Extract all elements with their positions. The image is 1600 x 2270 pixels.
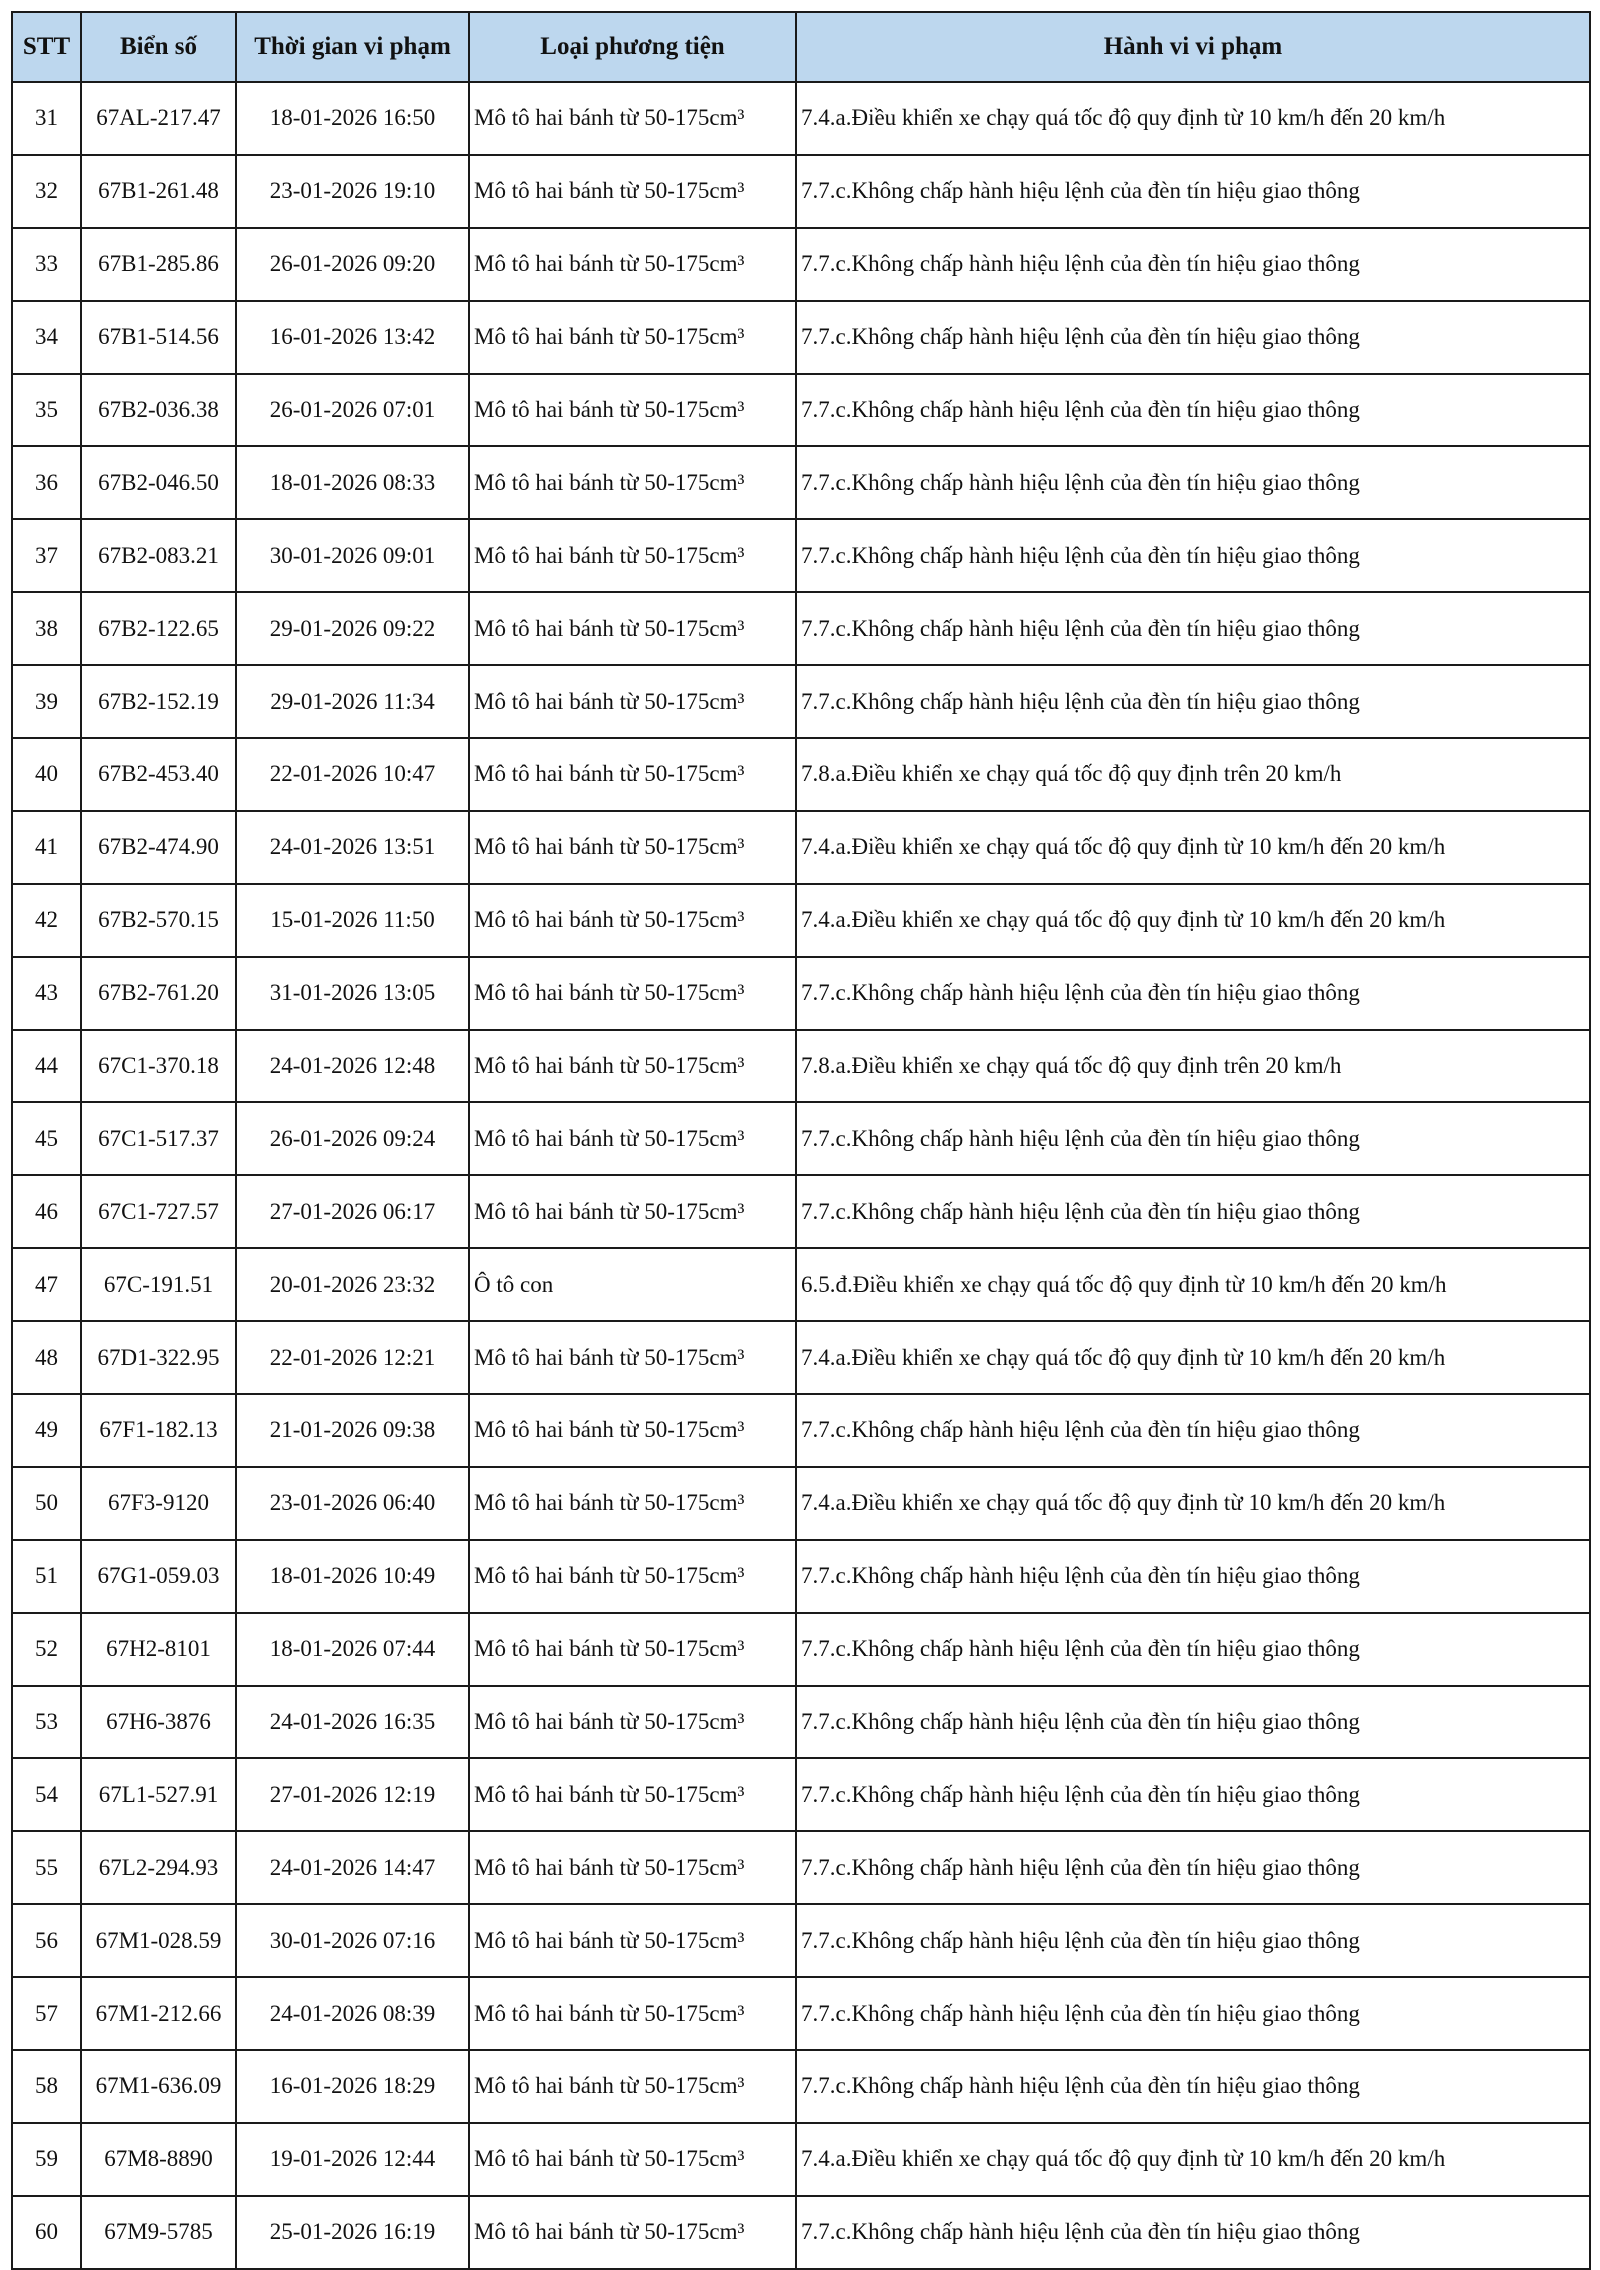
cell-stt: 38	[12, 592, 81, 665]
table-row	[12, 2123, 1590, 2196]
cell-time: 20-01-2026 23:32	[236, 1248, 469, 1321]
cell-stt: 52	[12, 1613, 81, 1686]
cell-violation: 7.7.c.Không chấp hành hiệu lệnh của đèn tín hiệu giao thông	[796, 1102, 1590, 1175]
cell-vehicle-type: Mô tô hai bánh từ 50-175cm³	[469, 665, 796, 738]
cell-vehicle-type: Mô tô hai bánh từ 50-175cm³	[469, 228, 796, 301]
cell-violation: 7.4.a.Điều khiển xe chạy quá tốc độ quy định từ 10 km/h đến 20 km/h	[796, 884, 1590, 957]
cell-time: 29-01-2026 09:22	[236, 592, 469, 665]
cell-vehicle-type: Mô tô hai bánh từ 50-175cm³	[469, 374, 796, 447]
cell-stt: 36	[12, 446, 81, 519]
table-row	[12, 2050, 1590, 2123]
header-time: Thời gian vi phạm	[236, 12, 469, 82]
cell-stt: 60	[12, 2196, 81, 2269]
cell-vehicle-type: Mô tô hai bánh từ 50-175cm³	[469, 1831, 796, 1904]
cell-vehicle-type: Mô tô hai bánh từ 50-175cm³	[469, 2123, 796, 2196]
cell-stt: 55	[12, 1831, 81, 1904]
table-row	[12, 1758, 1590, 1831]
header-stt: STT	[12, 12, 81, 82]
cell-vehicle-type: Mô tô hai bánh từ 50-175cm³	[469, 1540, 796, 1613]
cell-stt: 58	[12, 2050, 81, 2123]
cell-violation: 7.7.c.Không chấp hành hiệu lệnh của đèn tín hiệu giao thông	[796, 228, 1590, 301]
cell-vehicle-type: Mô tô hai bánh từ 50-175cm³	[469, 1394, 796, 1467]
cell-stt: 50	[12, 1467, 81, 1540]
cell-violation: 7.7.c.Không chấp hành hiệu lệnh của đèn tín hiệu giao thông	[796, 1540, 1590, 1613]
cell-time: 24-01-2026 16:35	[236, 1686, 469, 1759]
cell-time: 16-01-2026 13:42	[236, 301, 469, 374]
table-header-row	[12, 12, 1590, 82]
table-row	[12, 155, 1590, 228]
cell-time: 16-01-2026 18:29	[236, 2050, 469, 2123]
table-row	[12, 1248, 1590, 1321]
cell-time: 27-01-2026 06:17	[236, 1175, 469, 1248]
violations-table	[11, 11, 1591, 2270]
cell-time: 30-01-2026 07:16	[236, 1904, 469, 1977]
cell-stt: 37	[12, 519, 81, 592]
cell-plate: 67B2-570.15	[81, 884, 236, 957]
cell-vehicle-type: Mô tô hai bánh từ 50-175cm³	[469, 1030, 796, 1103]
cell-vehicle-type: Mô tô hai bánh từ 50-175cm³	[469, 1686, 796, 1759]
cell-time: 19-01-2026 12:44	[236, 2123, 469, 2196]
cell-vehicle-type: Mô tô hai bánh từ 50-175cm³	[469, 592, 796, 665]
cell-vehicle-type: Mô tô hai bánh từ 50-175cm³	[469, 1321, 796, 1394]
cell-vehicle-type: Mô tô hai bánh từ 50-175cm³	[469, 811, 796, 884]
cell-violation: 6.5.đ.Điều khiển xe chạy quá tốc độ quy định từ 10 km/h đến 20 km/h	[796, 1248, 1590, 1321]
table-row	[12, 1540, 1590, 1613]
header-violation: Hành vi vi phạm	[796, 12, 1590, 82]
cell-vehicle-type: Mô tô hai bánh từ 50-175cm³	[469, 738, 796, 811]
cell-vehicle-type: Mô tô hai bánh từ 50-175cm³	[469, 1613, 796, 1686]
cell-stt: 42	[12, 884, 81, 957]
cell-time: 15-01-2026 11:50	[236, 884, 469, 957]
cell-time: 22-01-2026 12:21	[236, 1321, 469, 1394]
cell-time: 24-01-2026 08:39	[236, 1977, 469, 2050]
cell-stt: 47	[12, 1248, 81, 1321]
cell-plate: 67C-191.51	[81, 1248, 236, 1321]
cell-violation: 7.7.c.Không chấp hành hiệu lệnh của đèn tín hiệu giao thông	[796, 2050, 1590, 2123]
cell-plate: 67B2-036.38	[81, 374, 236, 447]
table-row	[12, 1030, 1590, 1103]
violations-sheet	[11, 11, 1589, 2270]
cell-violation: 7.7.c.Không chấp hành hiệu lệnh của đèn tín hiệu giao thông	[796, 957, 1590, 1030]
cell-violation: 7.4.a.Điều khiển xe chạy quá tốc độ quy định từ 10 km/h đến 20 km/h	[796, 811, 1590, 884]
cell-time: 29-01-2026 11:34	[236, 665, 469, 738]
cell-time: 18-01-2026 16:50	[236, 82, 469, 155]
cell-vehicle-type: Mô tô hai bánh từ 50-175cm³	[469, 1467, 796, 1540]
cell-violation: 7.7.c.Không chấp hành hiệu lệnh của đèn tín hiệu giao thông	[796, 592, 1590, 665]
cell-vehicle-type: Mô tô hai bánh từ 50-175cm³	[469, 1102, 796, 1175]
cell-time: 21-01-2026 09:38	[236, 1394, 469, 1467]
table-row	[12, 1831, 1590, 1904]
cell-plate: 67B2-474.90	[81, 811, 236, 884]
cell-time: 18-01-2026 10:49	[236, 1540, 469, 1613]
cell-plate: 67B2-083.21	[81, 519, 236, 592]
cell-violation: 7.7.c.Không chấp hành hiệu lệnh của đèn tín hiệu giao thông	[796, 1758, 1590, 1831]
cell-time: 30-01-2026 09:01	[236, 519, 469, 592]
cell-vehicle-type: Mô tô hai bánh từ 50-175cm³	[469, 1904, 796, 1977]
cell-plate: 67M1-212.66	[81, 1977, 236, 2050]
cell-violation: 7.7.c.Không chấp hành hiệu lệnh của đèn tín hiệu giao thông	[796, 1977, 1590, 2050]
cell-time: 26-01-2026 07:01	[236, 374, 469, 447]
cell-time: 24-01-2026 12:48	[236, 1030, 469, 1103]
cell-stt: 54	[12, 1758, 81, 1831]
cell-plate: 67B1-261.48	[81, 155, 236, 228]
cell-time: 24-01-2026 13:51	[236, 811, 469, 884]
cell-time: 18-01-2026 07:44	[236, 1613, 469, 1686]
cell-violation: 7.8.a.Điều khiển xe chạy quá tốc độ quy định trên 20 km/h	[796, 738, 1590, 811]
cell-violation: 7.7.c.Không chấp hành hiệu lệnh của đèn tín hiệu giao thông	[796, 519, 1590, 592]
header-vehicle-type: Loại phương tiện	[469, 12, 796, 82]
cell-violation: 7.7.c.Không chấp hành hiệu lệnh của đèn tín hiệu giao thông	[796, 1613, 1590, 1686]
table-row	[12, 1613, 1590, 1686]
cell-plate: 67B2-122.65	[81, 592, 236, 665]
cell-vehicle-type: Mô tô hai bánh từ 50-175cm³	[469, 301, 796, 374]
cell-stt: 57	[12, 1977, 81, 2050]
cell-plate: 67C1-370.18	[81, 1030, 236, 1103]
cell-plate: 67F3-9120	[81, 1467, 236, 1540]
table-row	[12, 592, 1590, 665]
cell-vehicle-type: Mô tô hai bánh từ 50-175cm³	[469, 1758, 796, 1831]
cell-vehicle-type: Ô tô con	[469, 1248, 796, 1321]
cell-plate: 67D1-322.95	[81, 1321, 236, 1394]
cell-vehicle-type: Mô tô hai bánh từ 50-175cm³	[469, 82, 796, 155]
cell-violation: 7.7.c.Không chấp hành hiệu lệnh của đèn tín hiệu giao thông	[796, 1394, 1590, 1467]
cell-plate: 67M9-5785	[81, 2196, 236, 2269]
cell-violation: 7.4.a.Điều khiển xe chạy quá tốc độ quy định từ 10 km/h đến 20 km/h	[796, 1467, 1590, 1540]
cell-stt: 51	[12, 1540, 81, 1613]
cell-time: 18-01-2026 08:33	[236, 446, 469, 519]
cell-violation: 7.4.a.Điều khiển xe chạy quá tốc độ quy định từ 10 km/h đến 20 km/h	[796, 82, 1590, 155]
cell-violation: 7.7.c.Không chấp hành hiệu lệnh của đèn tín hiệu giao thông	[796, 2196, 1590, 2269]
cell-stt: 41	[12, 811, 81, 884]
table-row	[12, 1175, 1590, 1248]
cell-plate: 67L2-294.93	[81, 1831, 236, 1904]
cell-plate: 67G1-059.03	[81, 1540, 236, 1613]
cell-time: 27-01-2026 12:19	[236, 1758, 469, 1831]
table-row	[12, 519, 1590, 592]
cell-plate: 67M1-028.59	[81, 1904, 236, 1977]
cell-time: 24-01-2026 14:47	[236, 1831, 469, 1904]
cell-stt: 48	[12, 1321, 81, 1394]
cell-vehicle-type: Mô tô hai bánh từ 50-175cm³	[469, 446, 796, 519]
cell-stt: 34	[12, 301, 81, 374]
cell-stt: 40	[12, 738, 81, 811]
cell-vehicle-type: Mô tô hai bánh từ 50-175cm³	[469, 1175, 796, 1248]
cell-stt: 39	[12, 665, 81, 738]
cell-plate: 67B1-285.86	[81, 228, 236, 301]
cell-vehicle-type: Mô tô hai bánh từ 50-175cm³	[469, 1977, 796, 2050]
cell-plate: 67C1-517.37	[81, 1102, 236, 1175]
table-row	[12, 1321, 1590, 1394]
table-row	[12, 1977, 1590, 2050]
table-row	[12, 82, 1590, 155]
table-row	[12, 957, 1590, 1030]
cell-violation: 7.7.c.Không chấp hành hiệu lệnh của đèn tín hiệu giao thông	[796, 1175, 1590, 1248]
cell-plate: 67B2-046.50	[81, 446, 236, 519]
cell-vehicle-type: Mô tô hai bánh từ 50-175cm³	[469, 957, 796, 1030]
cell-violation: 7.4.a.Điều khiển xe chạy quá tốc độ quy định từ 10 km/h đến 20 km/h	[796, 2123, 1590, 2196]
table-row	[12, 228, 1590, 301]
cell-stt: 44	[12, 1030, 81, 1103]
cell-violation: 7.7.c.Không chấp hành hiệu lệnh của đèn tín hiệu giao thông	[796, 301, 1590, 374]
cell-stt: 49	[12, 1394, 81, 1467]
cell-vehicle-type: Mô tô hai bánh từ 50-175cm³	[469, 155, 796, 228]
cell-plate: 67B2-453.40	[81, 738, 236, 811]
cell-stt: 53	[12, 1686, 81, 1759]
cell-plate: 67M1-636.09	[81, 2050, 236, 2123]
cell-stt: 31	[12, 82, 81, 155]
cell-violation: 7.4.a.Điều khiển xe chạy quá tốc độ quy định từ 10 km/h đến 20 km/h	[796, 1321, 1590, 1394]
cell-plate: 67AL-217.47	[81, 82, 236, 155]
table-row	[12, 446, 1590, 519]
table-body	[12, 82, 1590, 2269]
cell-stt: 33	[12, 228, 81, 301]
cell-plate: 67B1-514.56	[81, 301, 236, 374]
table-row	[12, 374, 1590, 447]
cell-stt: 59	[12, 2123, 81, 2196]
table-row	[12, 1102, 1590, 1175]
cell-plate: 67F1-182.13	[81, 1394, 236, 1467]
cell-violation: 7.7.c.Không chấp hành hiệu lệnh của đèn tín hiệu giao thông	[796, 1831, 1590, 1904]
cell-time: 25-01-2026 16:19	[236, 2196, 469, 2269]
cell-time: 23-01-2026 06:40	[236, 1467, 469, 1540]
table-row	[12, 1904, 1590, 1977]
table-row	[12, 884, 1590, 957]
table-row	[12, 811, 1590, 884]
cell-plate: 67B2-761.20	[81, 957, 236, 1030]
table-row	[12, 1394, 1590, 1467]
cell-time: 26-01-2026 09:24	[236, 1102, 469, 1175]
table-row	[12, 738, 1590, 811]
cell-plate: 67L1-527.91	[81, 1758, 236, 1831]
cell-plate: 67H2-8101	[81, 1613, 236, 1686]
cell-vehicle-type: Mô tô hai bánh từ 50-175cm³	[469, 2196, 796, 2269]
cell-stt: 45	[12, 1102, 81, 1175]
cell-stt: 32	[12, 155, 81, 228]
table-row	[12, 2196, 1590, 2269]
cell-stt: 46	[12, 1175, 81, 1248]
cell-time: 26-01-2026 09:20	[236, 228, 469, 301]
cell-plate: 67M8-8890	[81, 2123, 236, 2196]
cell-violation: 7.7.c.Không chấp hành hiệu lệnh của đèn tín hiệu giao thông	[796, 374, 1590, 447]
cell-plate: 67C1-727.57	[81, 1175, 236, 1248]
cell-violation: 7.7.c.Không chấp hành hiệu lệnh của đèn tín hiệu giao thông	[796, 446, 1590, 519]
cell-stt: 56	[12, 1904, 81, 1977]
cell-vehicle-type: Mô tô hai bánh từ 50-175cm³	[469, 884, 796, 957]
table-row	[12, 301, 1590, 374]
cell-stt: 43	[12, 957, 81, 1030]
table-row	[12, 665, 1590, 738]
cell-plate: 67H6-3876	[81, 1686, 236, 1759]
cell-violation: 7.8.a.Điều khiển xe chạy quá tốc độ quy định trên 20 km/h	[796, 1030, 1590, 1103]
cell-plate: 67B2-152.19	[81, 665, 236, 738]
cell-violation: 7.7.c.Không chấp hành hiệu lệnh của đèn tín hiệu giao thông	[796, 665, 1590, 738]
cell-stt: 35	[12, 374, 81, 447]
table-row	[12, 1467, 1590, 1540]
header-plate: Biển số	[81, 12, 236, 82]
cell-time: 31-01-2026 13:05	[236, 957, 469, 1030]
cell-vehicle-type: Mô tô hai bánh từ 50-175cm³	[469, 519, 796, 592]
table-row	[12, 1686, 1590, 1759]
cell-violation: 7.7.c.Không chấp hành hiệu lệnh của đèn tín hiệu giao thông	[796, 1686, 1590, 1759]
cell-violation: 7.7.c.Không chấp hành hiệu lệnh của đèn tín hiệu giao thông	[796, 1904, 1590, 1977]
cell-time: 23-01-2026 19:10	[236, 155, 469, 228]
cell-time: 22-01-2026 10:47	[236, 738, 469, 811]
cell-violation: 7.7.c.Không chấp hành hiệu lệnh của đèn tín hiệu giao thông	[796, 155, 1590, 228]
cell-vehicle-type: Mô tô hai bánh từ 50-175cm³	[469, 2050, 796, 2123]
